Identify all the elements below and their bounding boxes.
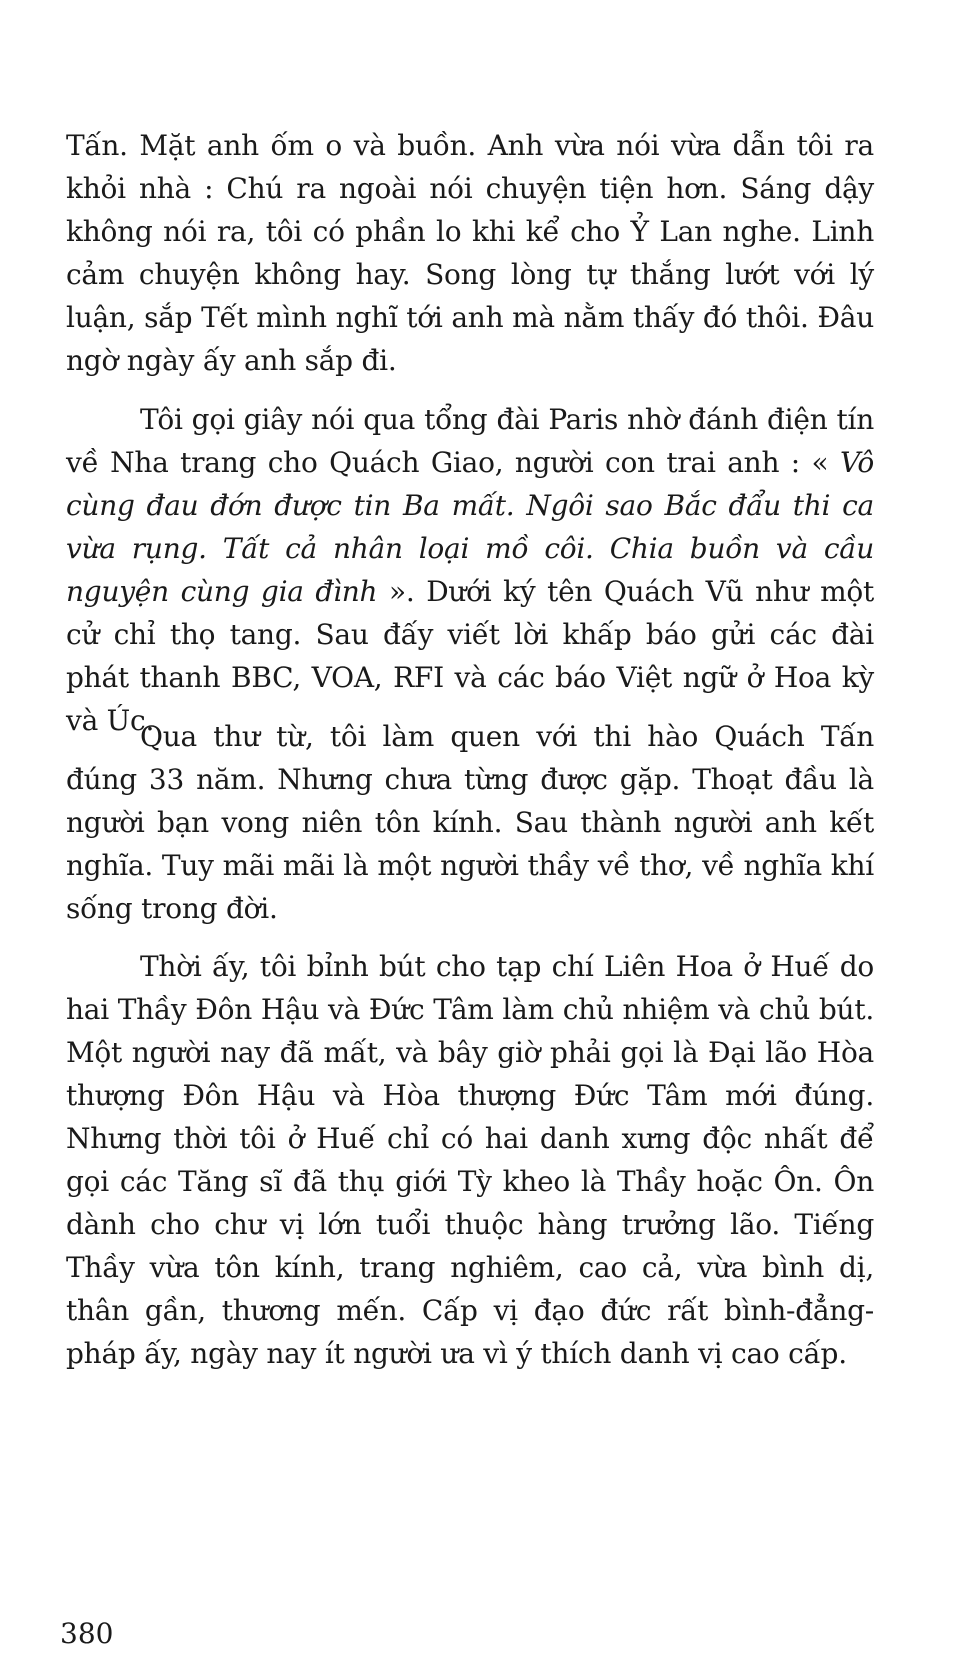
page-number: 380 [60,1617,114,1650]
paragraph-1 [66,124,874,382]
telegram-quote: Vô cùng đau đớn được tin Ba mất. Ngôi sao Bắc đẩu thi ca vừa rụng. Tất cả nhân loại mồ côi. Chia buồn và cầu nguyện cùng gia đình [66,446,874,608]
paragraph-2 [66,398,874,742]
paragraph-4 [66,945,874,1375]
paragraph-3 [66,715,874,930]
paragraph-2-text-lead: Tôi gọi giây nói qua tổng đài Paris nhờ đánh điện tín về Nha trang cho Quách Giao, người con trai anh : « [66,403,874,479]
paragraph-2-text-tail: ». Dưới ký tên Quách Vũ như một cử chỉ thọ tang. Sau đấy viết lời khấp báo gửi các đài phát thanh BBC, VOA, RFI và các báo Việt ngữ ở Hoa kỳ và Úc. [66,575,874,737]
paragraph-4-text: Thời ấy, tôi bỉnh bút cho tạp chí Liên Hoa ở Huế do hai Thầy Đôn Hậu và Đức Tâm làm chủ nhiệm và chủ bút. Một người nay đã mất, và bây giờ phải gọi là Đại lão Hòa thượng Đôn Hậu và Hòa thượng Đức Tâm mới đúng. Nhưng thời tôi ở Huế chỉ có hai danh xưng độc nhất để gọi các Tăng sĩ đã thụ giới Tỳ kheo là Thầy hoặc Ôn. Ôn dành cho chư vị lớn tuổi thuộc hàng trưởng lão. Tiếng Thầy vừa tôn kính, trang nghiêm, cao cả, vừa bình dị, thân gần, thương mến. Cấp vị đạo đức rất bình-đẳng-pháp ấy, ngày nay ít người ưa vì ý thích danh vị cao cấp. [66,950,874,1370]
paragraph-1-text: Tấn. Mặt anh ốm o và buồn. Anh vừa nói vừa dẫn tôi ra khỏi nhà : Chú ra ngoài nói chuyện tiện hơn. Sáng dậy không nói ra, tôi có phần lo khi kể cho Ỷ Lan nghe. Linh cảm chuyện không hay. Song lòng tự thắng lướt với lý luận, sắp Tết mình nghĩ tới anh mà nằm thấy đó thôi. Đâu ngờ ngày ấy anh sắp đi. [66,129,874,377]
paragraph-3-text: Qua thư từ, tôi làm quen với thi hào Quách Tấn đúng 33 năm. Nhưng chưa từng được gặp. Thoạt đầu là người bạn vong niên tôn kính. Sau thành người anh kết nghĩa. Tuy mãi mãi là một người thầy về thơ, về nghĩa khí sống trong đời. [66,720,874,925]
